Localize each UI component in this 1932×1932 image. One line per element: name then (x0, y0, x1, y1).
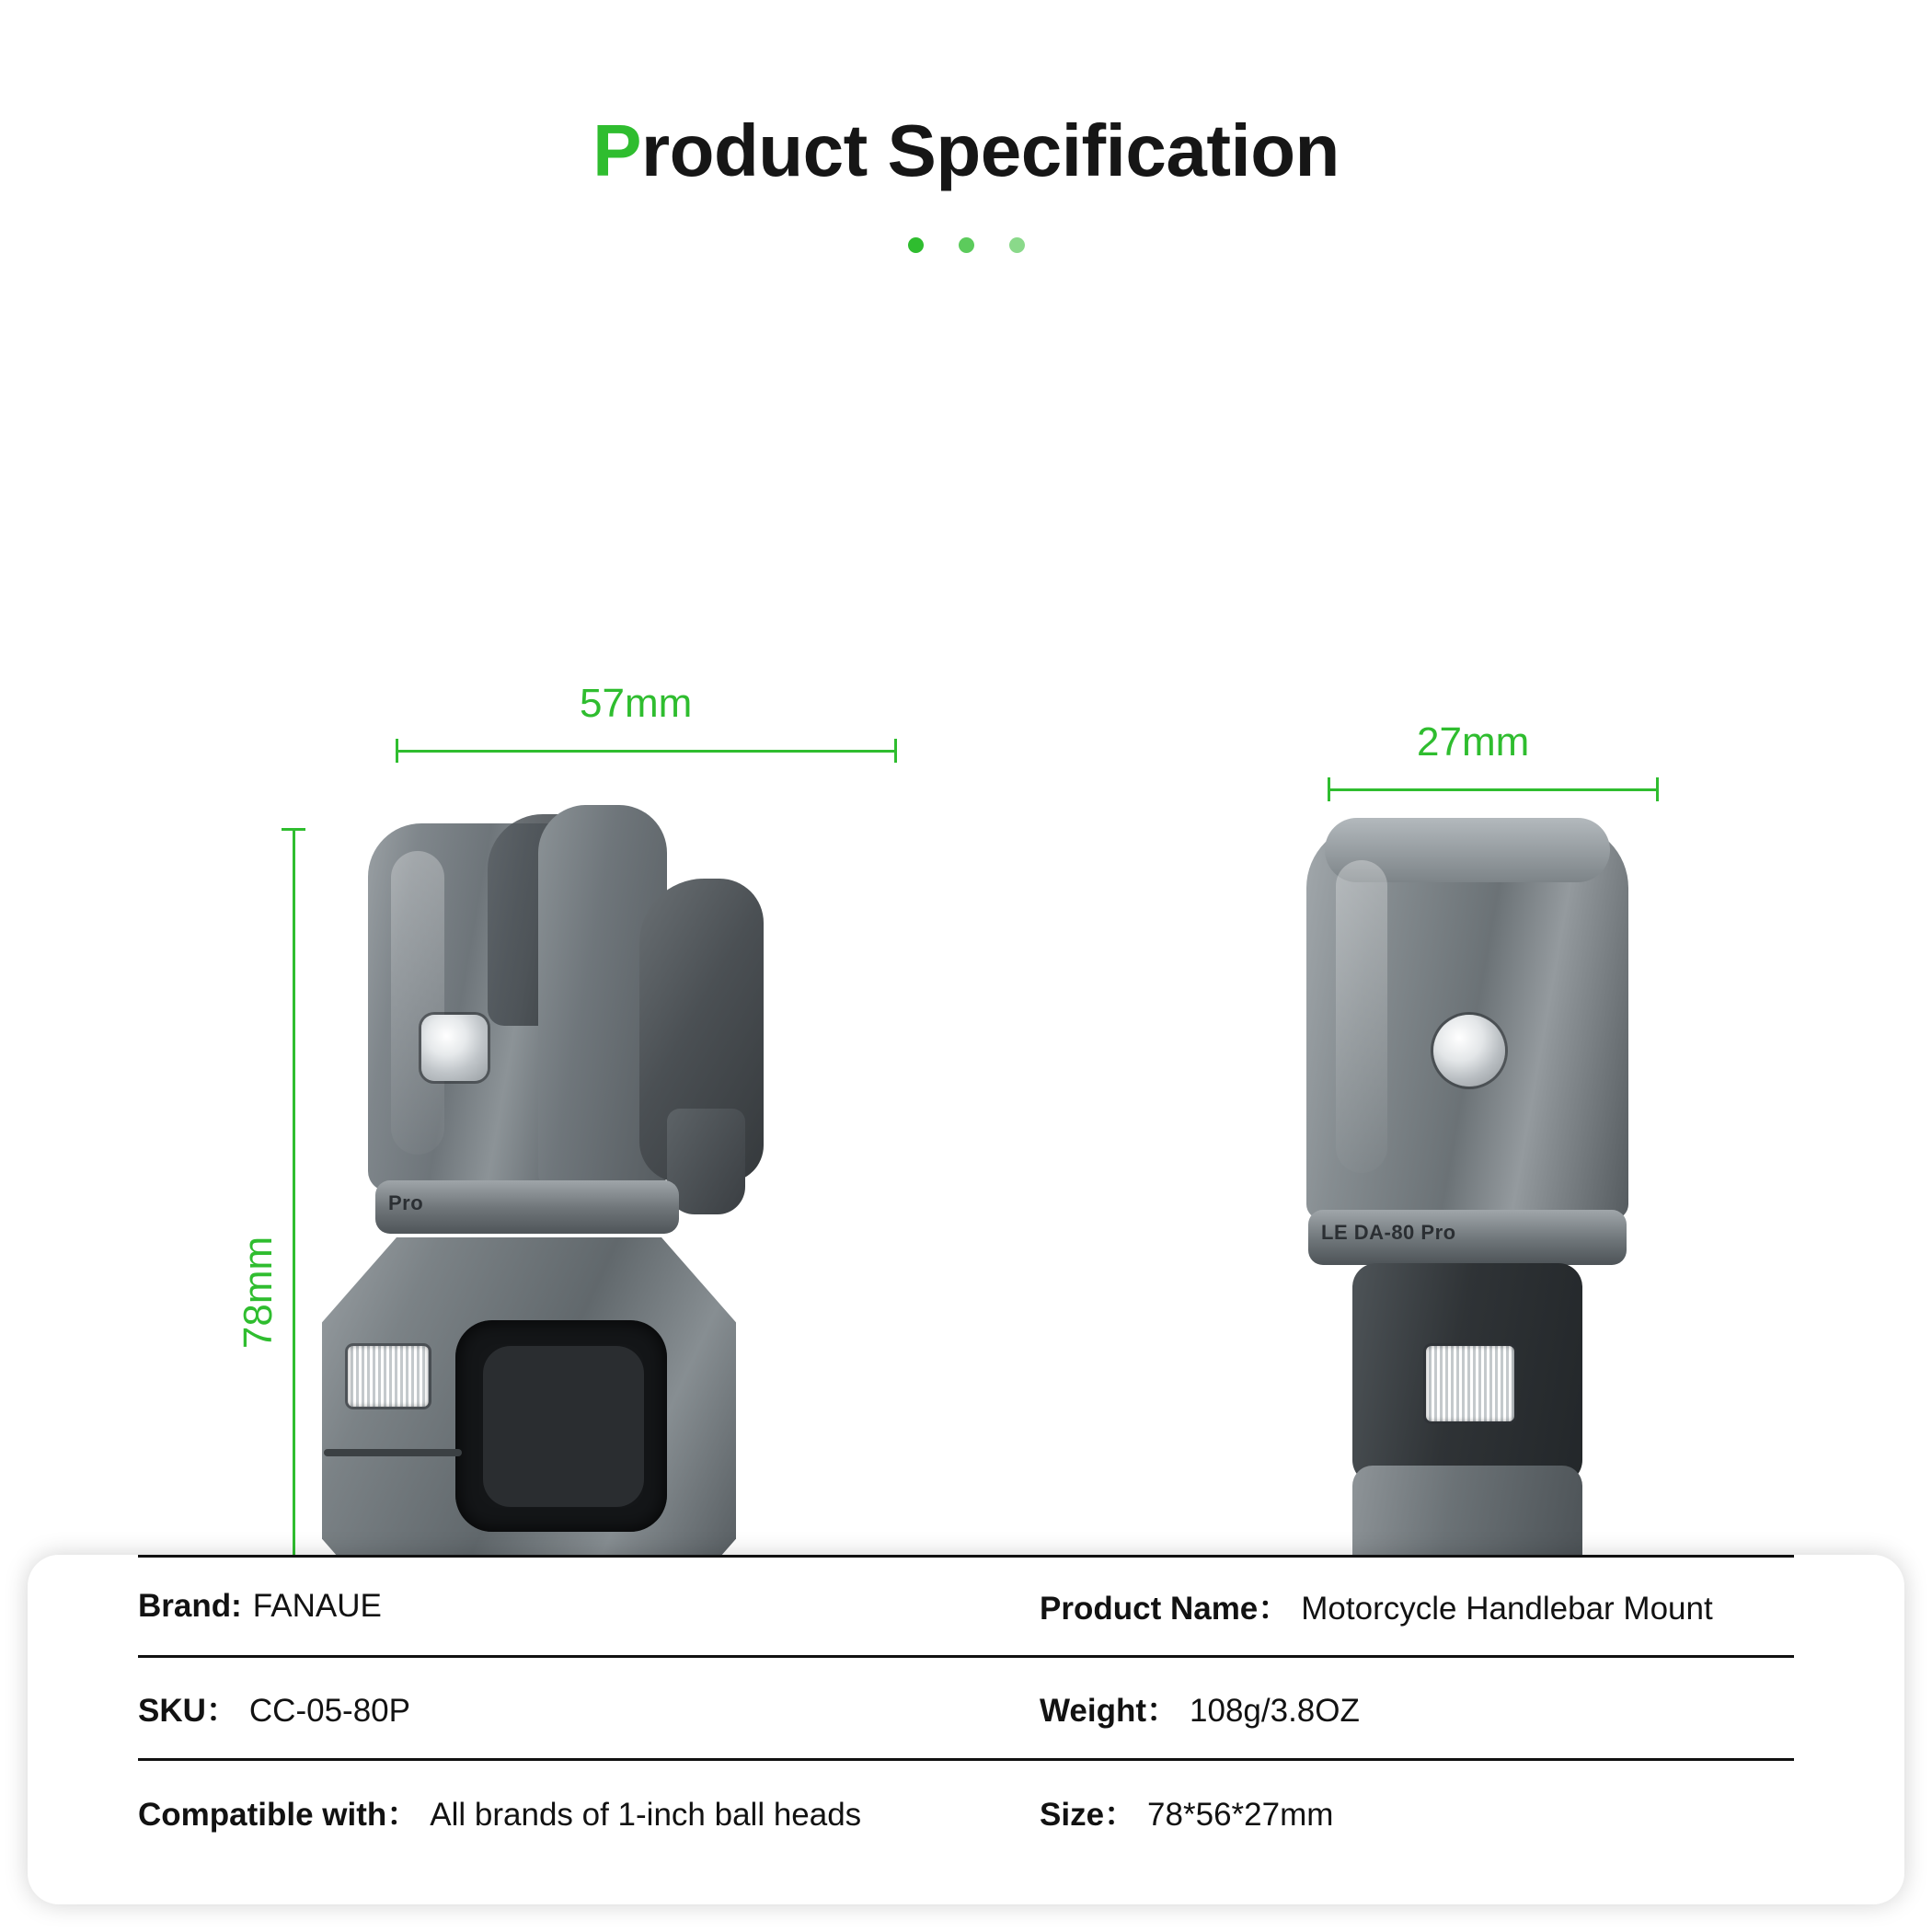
spec-cell-weight (1040, 1685, 1794, 1731)
dot-3 (1009, 237, 1025, 253)
decorative-dots (0, 237, 1932, 253)
spec-key-product-name: Product Name： (1040, 1591, 1291, 1627)
product-engraving-side: LE DA-80 Pro (1321, 1221, 1456, 1244)
dot-1 (908, 237, 924, 253)
page-title (0, 109, 1932, 193)
product-engraving-front: Pro (388, 1191, 424, 1214)
spec-cell-product-name (1040, 1583, 1794, 1629)
page-title-accent-letter: P (592, 109, 641, 191)
spec-key-brand: Brand: (138, 1588, 242, 1624)
table-row (138, 1761, 1794, 1864)
spec-value-product-name: Motorcycle Handlebar Mount (1301, 1591, 1713, 1627)
spec-key-compatible-with: Compatible with： (138, 1797, 420, 1833)
table-row (138, 1555, 1794, 1658)
page-header (0, 0, 1932, 253)
knurled-clamp-screw-front (348, 1346, 429, 1407)
table-row (138, 1658, 1794, 1761)
spec-key-size: Size： (1040, 1797, 1137, 1833)
height-dimension-label: 78mm (236, 1236, 282, 1350)
specification-table (28, 1555, 1904, 1904)
spec-value-brand: FANAUE (252, 1588, 382, 1624)
width-dimension-label: 57mm (580, 681, 693, 726)
knurled-clamp-screw-side (1426, 1346, 1514, 1421)
dot-2 (959, 237, 974, 253)
hex-screw-front (421, 1015, 488, 1081)
spec-value-sku: CC-05-80P (248, 1692, 410, 1729)
spec-value-weight: 108g/3.8OZ (1190, 1692, 1360, 1729)
spec-key-sku: SKU： (138, 1692, 238, 1729)
spec-value-size: 78*56*27mm (1147, 1797, 1334, 1833)
spec-value-compatible-with: All brands of 1-inch ball heads (430, 1797, 862, 1833)
product-figures (0, 290, 1932, 1350)
hex-screw-side (1433, 1015, 1505, 1087)
spec-cell-size (1040, 1789, 1794, 1835)
depth-dimension-label: 27mm (1417, 719, 1530, 765)
spec-cell-brand (138, 1588, 1040, 1625)
spec-key-weight: Weight： (1040, 1692, 1179, 1729)
page-title-rest: roduct Specification (640, 109, 1340, 191)
spec-cell-sku (138, 1685, 1040, 1731)
spec-cell-compatible-with (138, 1789, 1040, 1835)
